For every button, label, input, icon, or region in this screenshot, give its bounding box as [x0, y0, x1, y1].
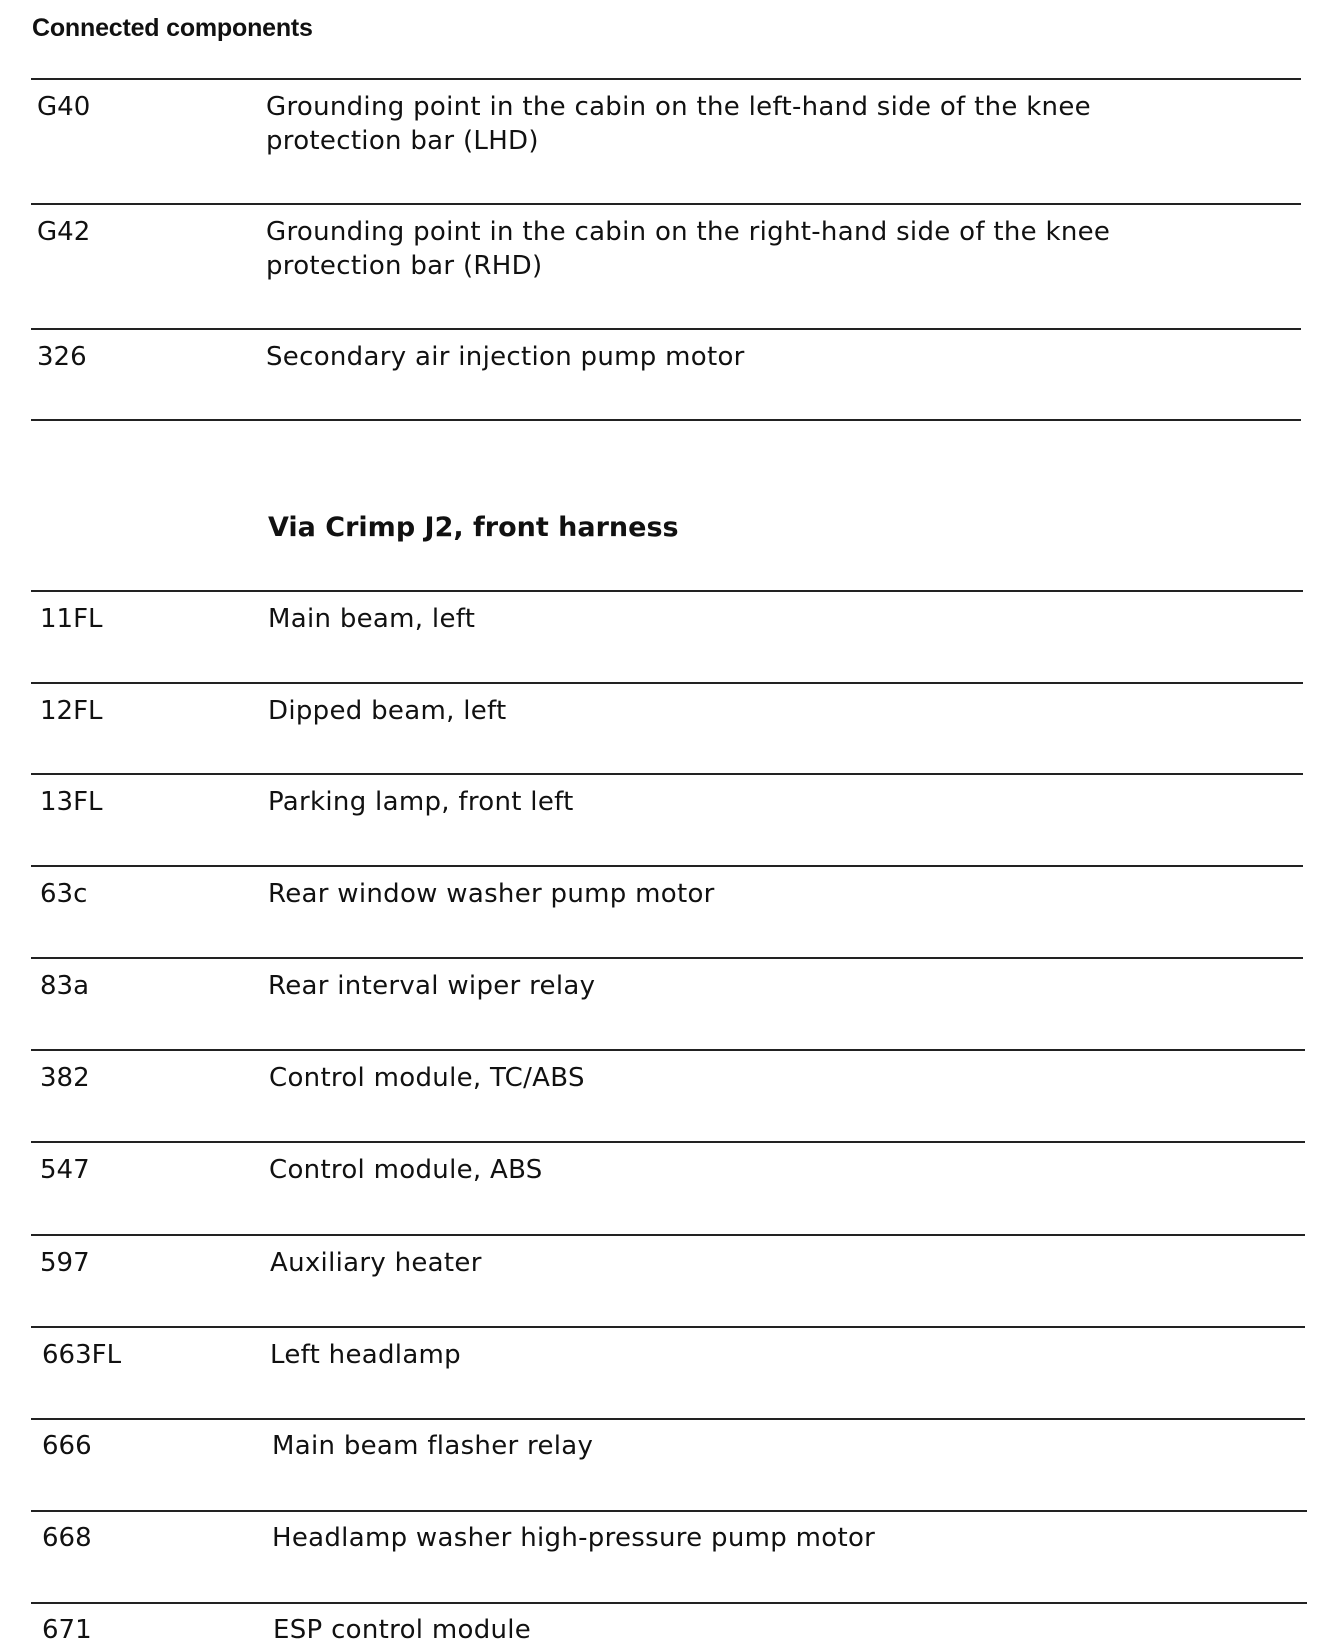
component-code: 671 — [42, 1615, 92, 1645]
component-code: 63c — [40, 879, 88, 909]
component-description: Parking lamp, front left — [268, 787, 574, 817]
component-description: Grounding point in the cabin on the right-hand side of the knee protection bar (RHD) — [266, 217, 1111, 281]
component-code: 666 — [42, 1431, 92, 1461]
component-code: 547 — [40, 1155, 90, 1185]
component-description: ESP control module — [273, 1615, 532, 1645]
component-description: Left headlamp — [270, 1340, 461, 1370]
component-code: 382 — [40, 1063, 90, 1093]
divider — [31, 1141, 1305, 1143]
page-title: Connected components — [32, 14, 313, 42]
component-description: Rear window washer pump motor — [268, 879, 715, 909]
component-description: Control module, TC/ABS — [269, 1063, 585, 1093]
component-description: Main beam, left — [268, 604, 476, 634]
divider — [31, 773, 1303, 775]
component-description: Grounding point in the cabin on the left-hand side of the knee protection bar (LHD) — [266, 92, 1091, 156]
divider — [31, 1234, 1305, 1236]
component-code: G42 — [37, 217, 91, 247]
component-code: 12FL — [40, 696, 103, 726]
component-description: Auxiliary heater — [270, 1248, 482, 1278]
divider — [31, 590, 1303, 592]
component-description: Control module, ABS — [269, 1155, 543, 1185]
component-code: 326 — [37, 342, 87, 372]
component-code: 13FL — [40, 787, 103, 817]
component-code: 668 — [42, 1523, 92, 1553]
divider — [31, 203, 1301, 205]
component-description: Rear interval wiper relay — [268, 971, 596, 1001]
component-code: 597 — [40, 1248, 90, 1278]
divider — [31, 1326, 1305, 1328]
component-code: 83a — [40, 971, 90, 1001]
divider — [31, 328, 1301, 330]
divider — [31, 78, 1301, 80]
divider — [31, 419, 1301, 421]
divider — [31, 682, 1303, 684]
divider — [31, 1602, 1307, 1604]
section-title: Via Crimp J2, front harness — [268, 512, 679, 543]
divider — [31, 865, 1303, 867]
component-description: Main beam flasher relay — [272, 1431, 594, 1461]
divider — [31, 1418, 1305, 1420]
component-description: Headlamp washer high-pressure pump motor — [272, 1523, 876, 1553]
divider — [31, 957, 1303, 959]
component-description: Dipped beam, left — [268, 696, 507, 726]
component-description: Secondary air injection pump motor — [266, 342, 745, 372]
component-code: 11FL — [40, 604, 103, 634]
divider — [31, 1049, 1305, 1051]
component-code: 663FL — [42, 1340, 122, 1370]
component-code: G40 — [37, 92, 91, 122]
divider — [31, 1510, 1307, 1512]
